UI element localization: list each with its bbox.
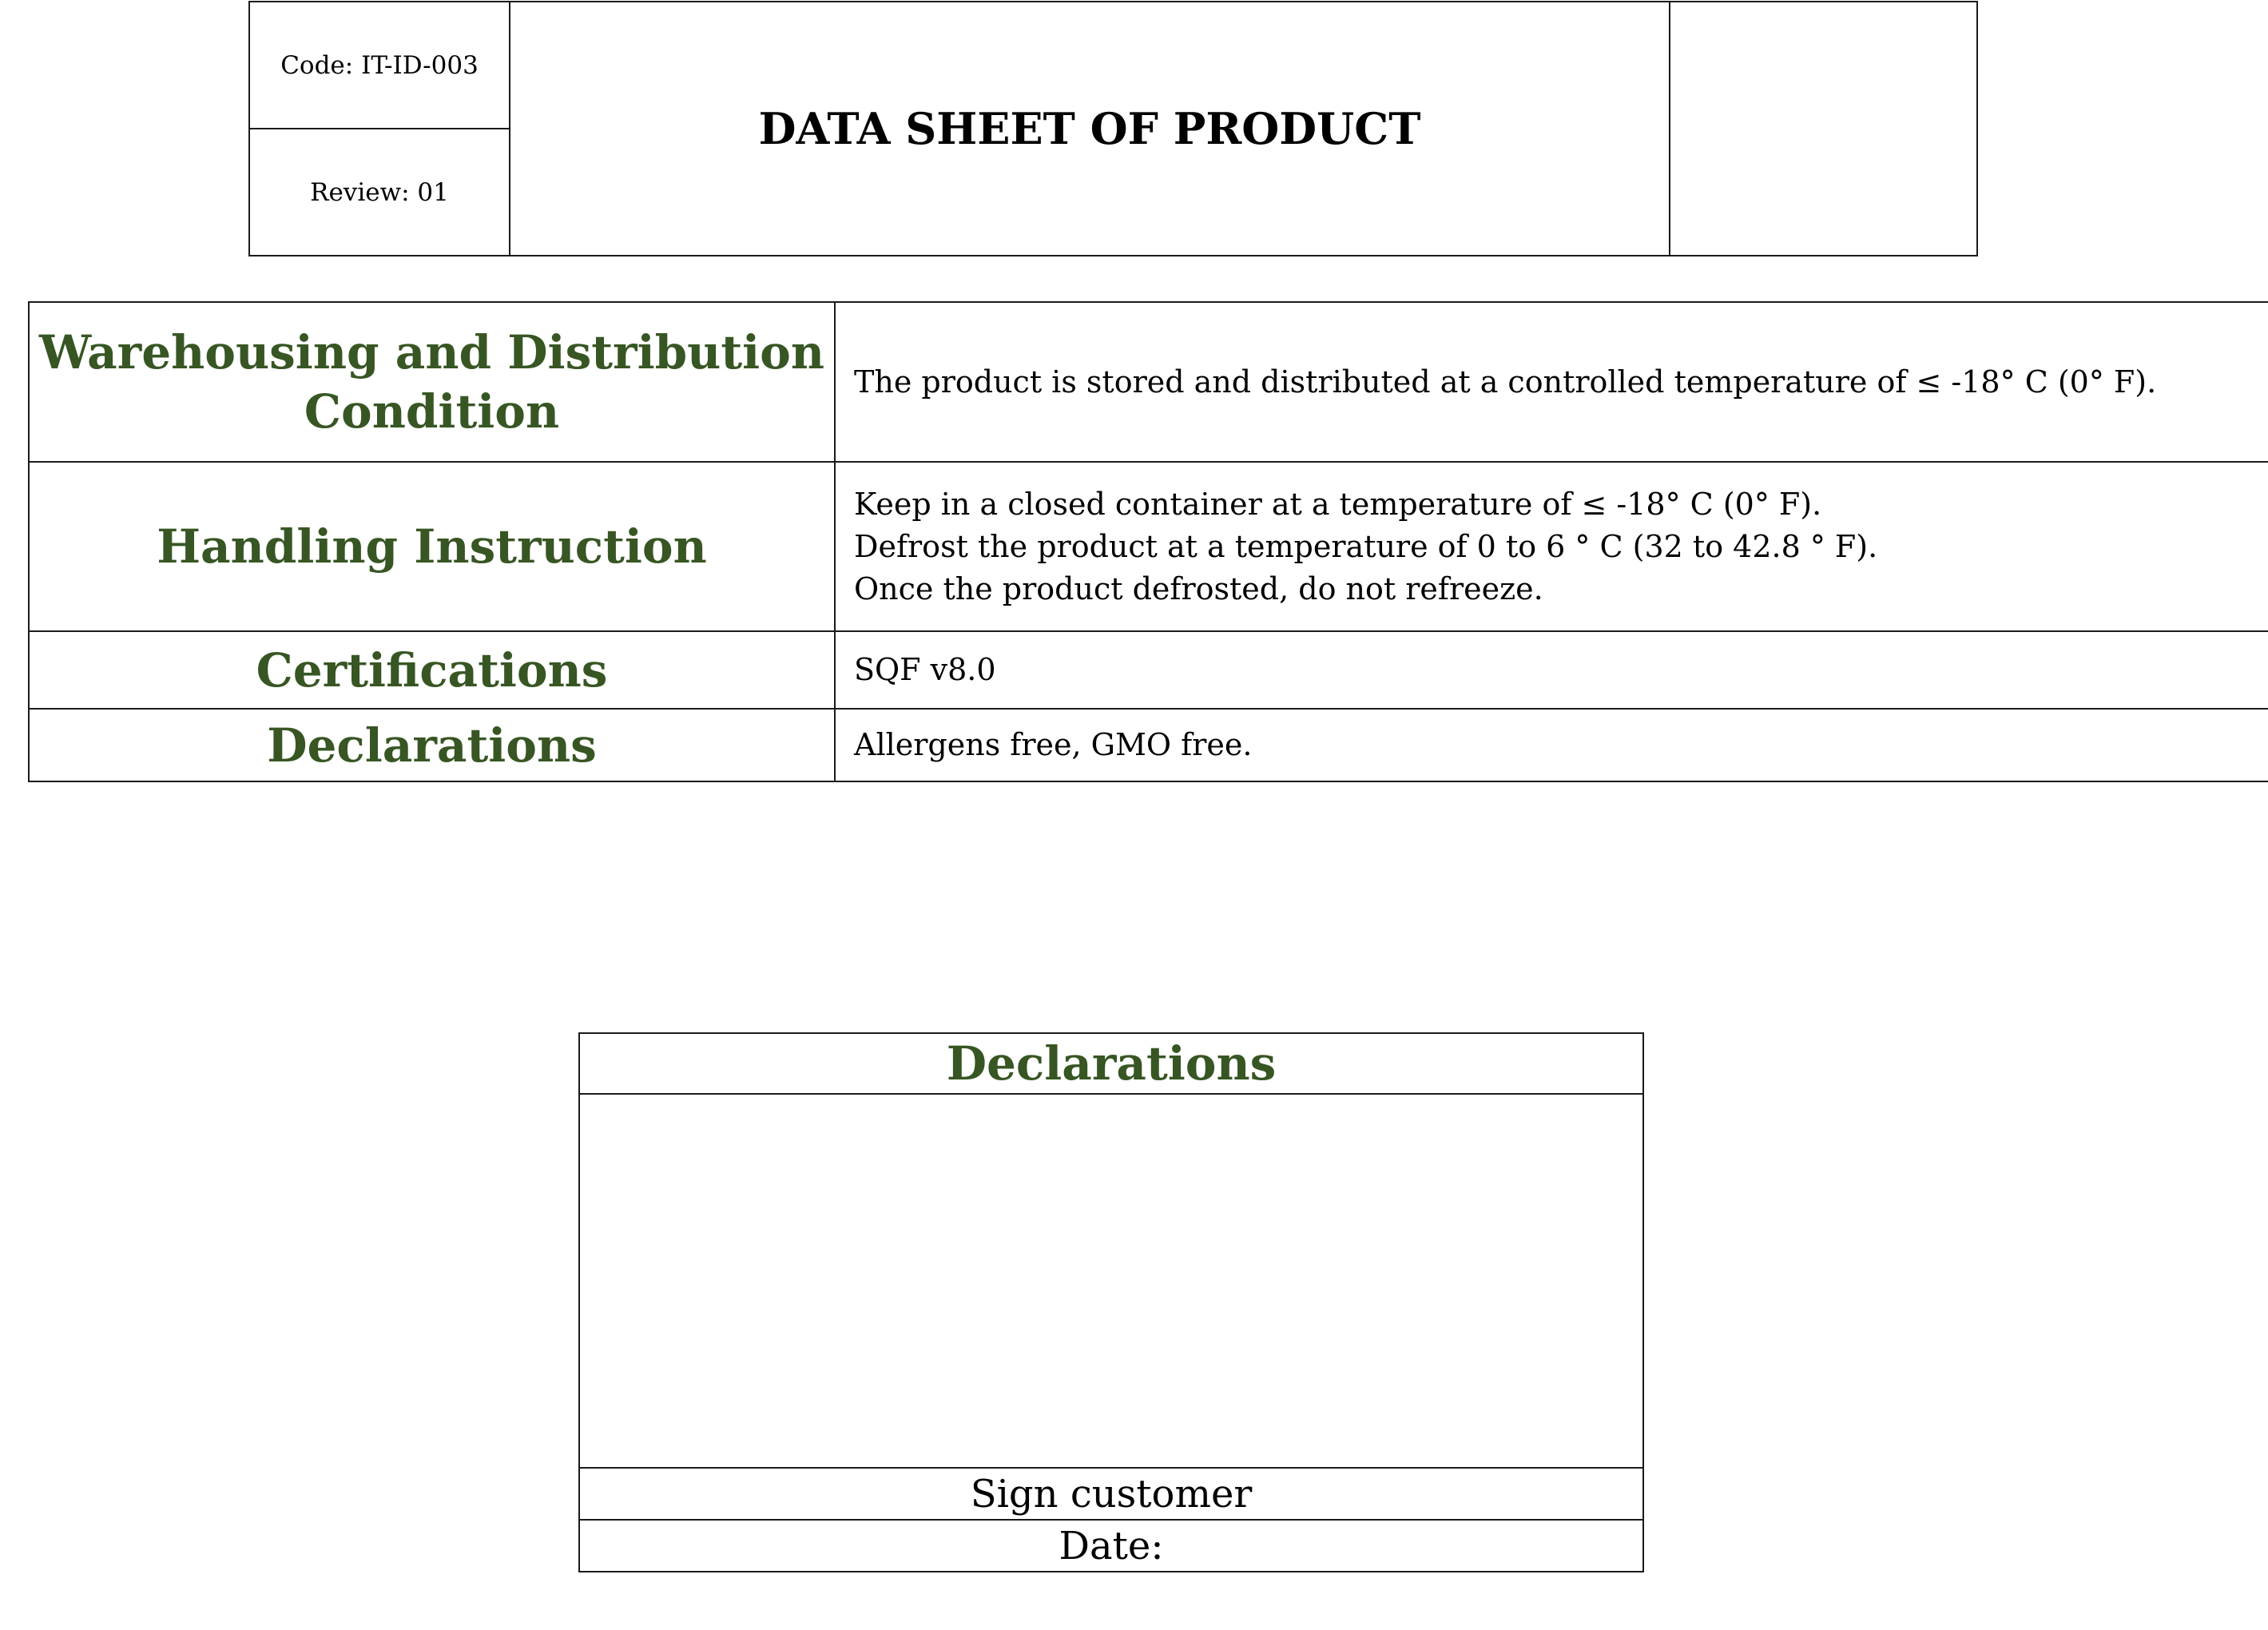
table-row bbox=[29, 302, 2268, 462]
handling-line: Defrost the product at a temperature of 0 to 6 ° C (32 to 42.8 ° F). bbox=[854, 528, 1878, 564]
product-info-table bbox=[28, 301, 2268, 782]
handling-value bbox=[835, 462, 2268, 631]
document-code: Code: IT-ID-003 bbox=[249, 2, 510, 129]
signature-block bbox=[578, 1032, 1644, 1572]
declarations-label: Declarations bbox=[29, 709, 835, 781]
table-row bbox=[29, 631, 2268, 709]
handling-line: Keep in a closed container at a temperature of ≤ -18° C (0° F). bbox=[854, 486, 1822, 522]
document-title: DATA SHEET OF PRODUCT bbox=[510, 2, 1670, 256]
table-row bbox=[29, 709, 2268, 781]
table-row bbox=[29, 462, 2268, 631]
document-header bbox=[248, 1, 1978, 256]
sign-customer-label: Sign customer bbox=[579, 1468, 1643, 1520]
certifications-label: Certifications bbox=[29, 631, 835, 709]
certifications-value: SQF v8.0 bbox=[835, 631, 2268, 709]
signature-block-title: Declarations bbox=[579, 1033, 1643, 1094]
warehousing-value: The product is stored and distributed at a controlled temperature of ≤ -18° C (0° F). bbox=[835, 302, 2268, 462]
handling-label: Handling Instruction bbox=[29, 462, 835, 631]
signature-area[interactable] bbox=[579, 1094, 1643, 1468]
warehousing-label: Warehousing and Distribution Condition bbox=[29, 302, 835, 462]
handling-line: Once the product defrosted, do not refreeze. bbox=[854, 570, 1543, 606]
logo-placeholder bbox=[1670, 2, 1977, 256]
declarations-value: Allergens free, GMO free. bbox=[835, 709, 2268, 781]
document-review: Review: 01 bbox=[249, 129, 510, 256]
date-label: Date: bbox=[579, 1520, 1643, 1572]
